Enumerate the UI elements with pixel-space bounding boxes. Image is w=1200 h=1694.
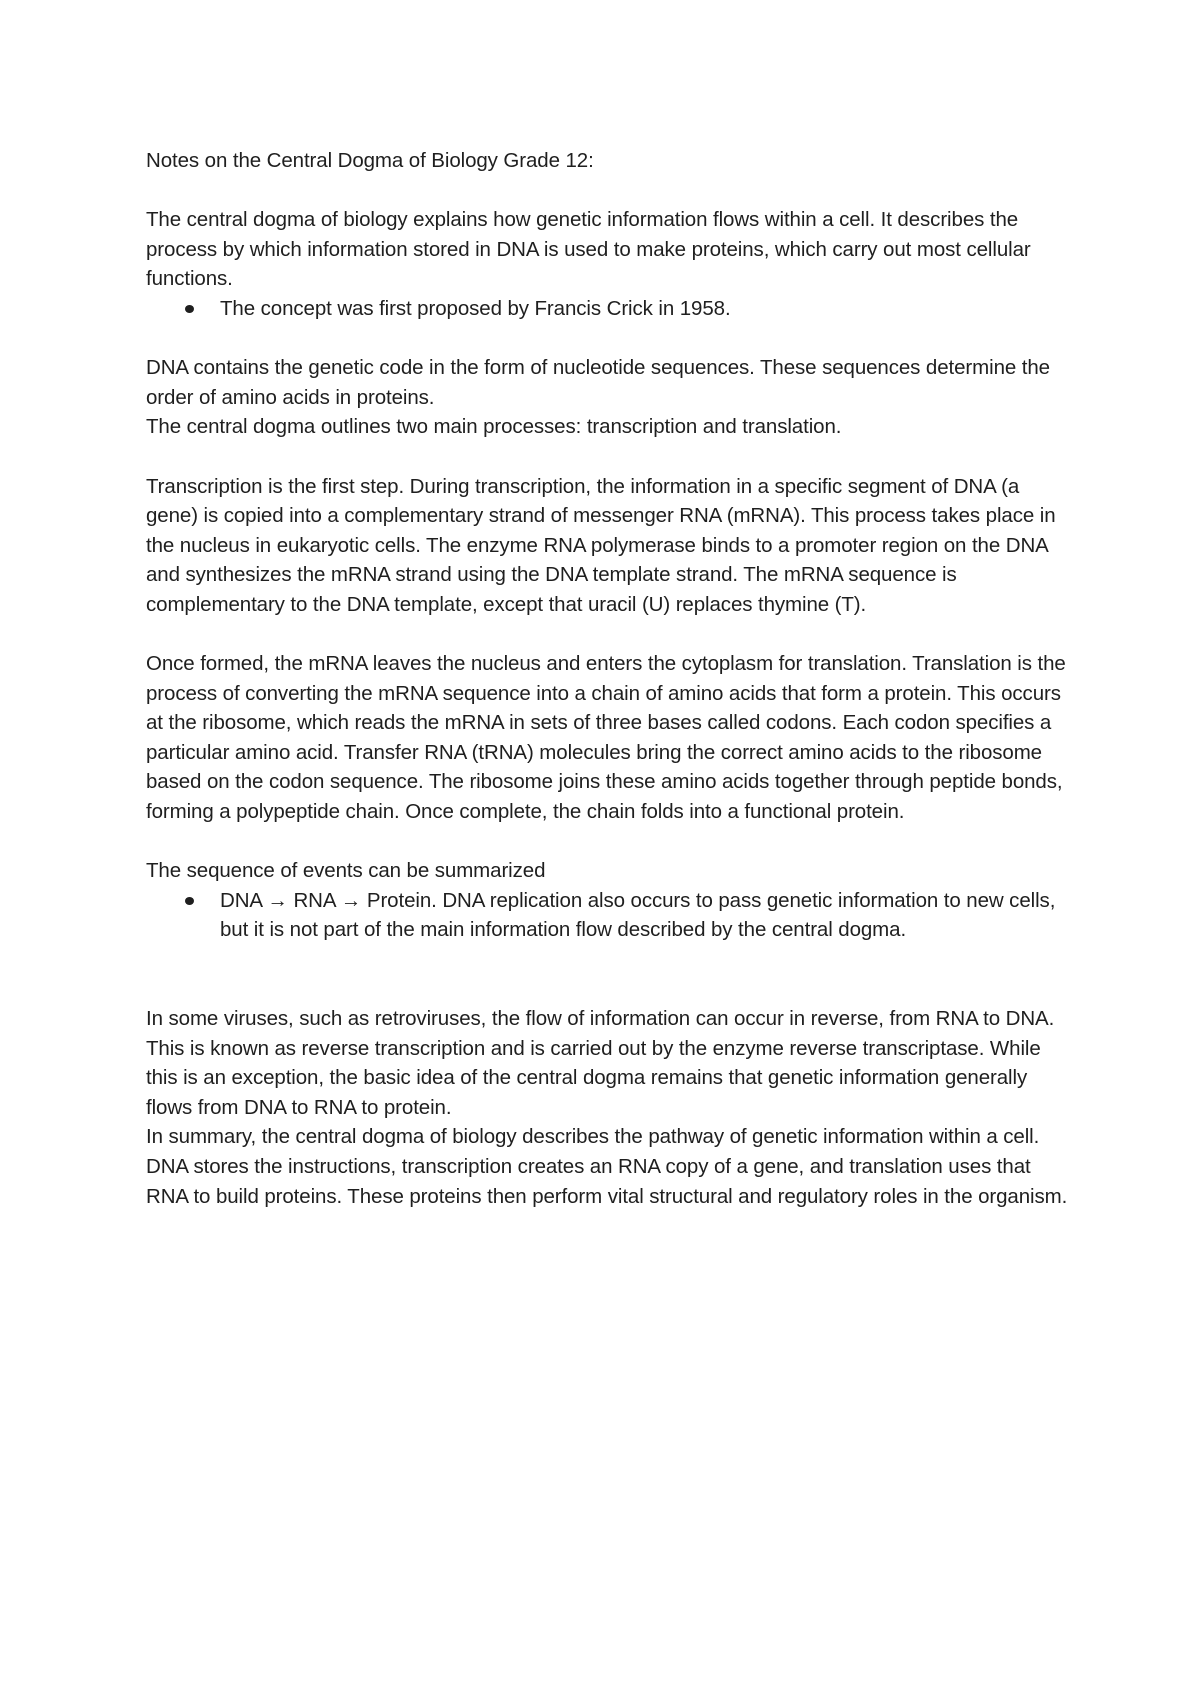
list-item — [146, 294, 1076, 324]
bullet-list-sequence — [146, 886, 1076, 945]
spacer — [146, 176, 1076, 206]
spacer — [146, 442, 1076, 472]
transcription-paragraph: Transcription is the first step. During transcription, the information in a specific segment of DNA (a gene) is copied into a complementary strand of messenger RNA (mRNA). This process takes place in the nucleus in eukaryotic cells. The enzyme RNA polymerase binds to a promoter region on the DNA and synthesizes the mRNA strand using the DNA template strand. The mRNA sequence is complementary to the DNA template, except that uracil (U) replaces thymine (T). — [146, 474, 1056, 616]
bullet-icon — [185, 897, 194, 905]
sequence-intro-paragraph: The sequence of events can be summarized — [146, 859, 546, 883]
dna-code-paragraph: DNA contains the genetic code in the form of nucleotide sequences. These sequences determine the order of amino acids in proteins. — [146, 356, 1050, 409]
bullet-text: The concept was first proposed by Francis Crick in 1958. — [220, 296, 731, 320]
bullet-list-crick — [146, 294, 1076, 324]
bullet-text: DNA → RNA → Protein. DNA replication also occurs to pass genetic information to new cells, but it is not part of the main information flow described by the central dogma. — [220, 888, 1056, 942]
spacer — [146, 324, 1076, 354]
intro-paragraph: The central dogma of biology explains how genetic information flows within a cell. It describes the process by which information stored in DNA is used to make proteins, which carry out most cellular functions. — [146, 208, 1031, 291]
spacer — [146, 827, 1076, 857]
spacer — [146, 620, 1076, 650]
two-processes-paragraph: The central dogma outlines two main processes: transcription and translation. — [146, 415, 842, 439]
spacer — [146, 945, 1076, 1004]
bullet-icon — [185, 305, 194, 313]
viruses-paragraph: In some viruses, such as retroviruses, the flow of information can occur in reverse, from RNA to DNA. This is known as reverse transcription and is carried out by the enzyme reverse transcriptase. While this is an exception, the basic idea of the central dogma remains that genetic information generally flows from DNA to RNA to protein. — [146, 1007, 1055, 1119]
translation-paragraph: Once formed, the mRNA leaves the nucleus and enters the cytoplasm for translation. Translation is the process of converting the mRNA sequence into a chain of amino acids that form a protein. This occurs at the ribosome, which reads the mRNA in sets of three bases called codons. Each codon specifies a particular amino acid. Transfer RNA (tRNA) molecules bring the correct amino acids to the ribosome based on the codon sequence. The ribosome joins these amino acids together through peptide bonds, forming a polypeptide chain. Once complete, the chain folds into a functional protein. — [146, 652, 1066, 824]
summary-paragraph: In summary, the central dogma of biology describes the pathway of genetic information within a cell. DNA stores the instructions, transcription creates an RNA copy of a gene, and translation uses that RNA to build proteins. These proteins then perform vital structural and regulatory roles in the organism. — [146, 1125, 1068, 1208]
document-body — [146, 146, 1076, 1211]
list-item — [146, 886, 1076, 945]
document-title: Notes on the Central Dogma of Biology Grade 12: — [146, 149, 594, 172]
